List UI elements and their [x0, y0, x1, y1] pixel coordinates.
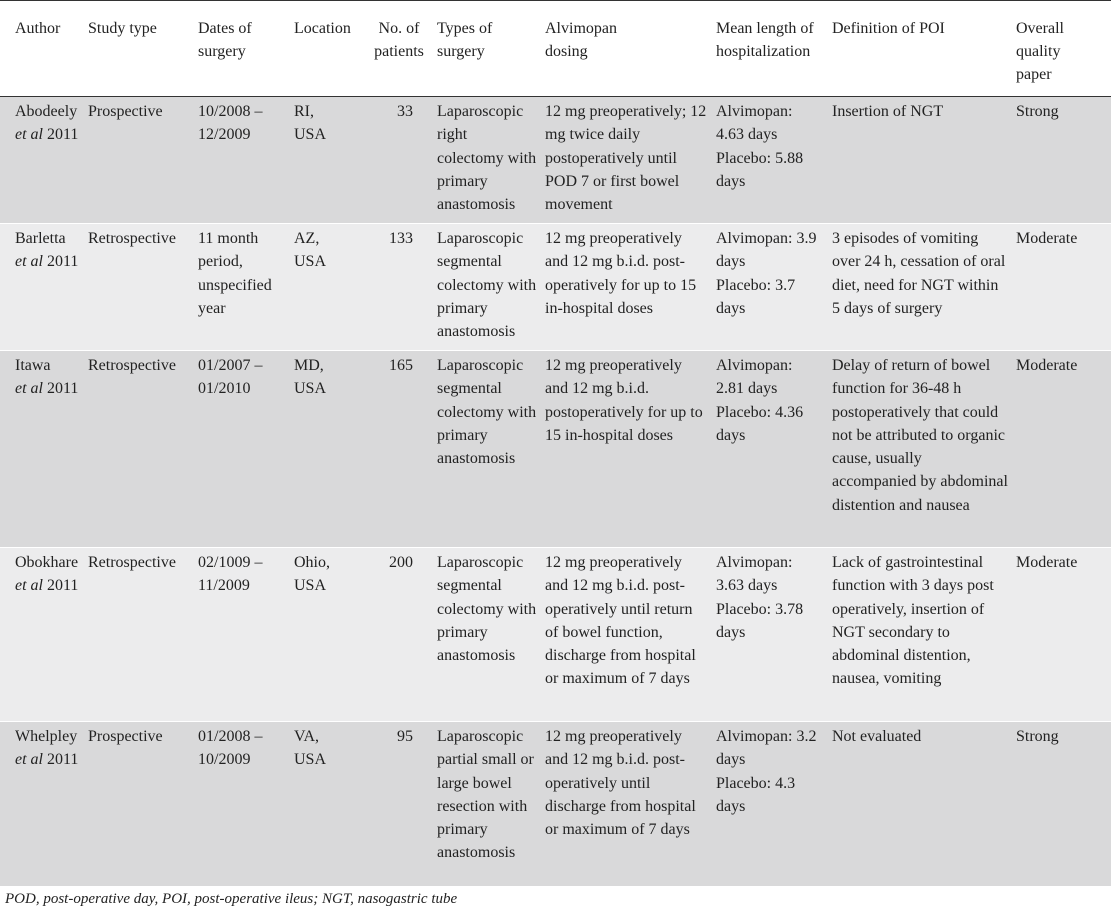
header-dosing: Alvimopan dosing [541, 1, 712, 97]
cell-poi-definition: 3 episodes of vomiting over 24 h, cessation of oral diet, need for NGT within 5 days of surgery [828, 224, 1012, 351]
table-row [0, 224, 1111, 351]
header-author: Author [0, 1, 84, 97]
cell-dates: 02/1009 – 11/2009 [194, 548, 290, 722]
cell-hospitalization: Alvimopan: 3.9 days Placebo: 3.7 days [712, 224, 828, 351]
cell-patients: 200 [365, 548, 433, 722]
cell-study-type: Retrospective [84, 548, 194, 722]
cell-dates: 01/2007 – 01/2010 [194, 351, 290, 548]
cell-patients: 95 [365, 722, 433, 887]
cell-author: Obokhare et al 2011 [0, 548, 84, 722]
table-footnote: POD, post-operative day, POI, post-operative ileus; NGT, nasogastric tube [5, 891, 458, 907]
cell-hospitalization: Alvimopan: 2.81 days Placebo: 4.36 days [712, 351, 828, 548]
header-study-type: Study type [84, 1, 194, 97]
cell-dates: 01/2008 – 10/2009 [194, 722, 290, 887]
table-row [0, 97, 1111, 224]
cell-surgery-types: Laparoscopic segmental colectomy with primary anastomosis [433, 548, 541, 722]
cell-dates: 10/2008 – 12/2009 [194, 97, 290, 224]
cell-location: VA, USA [290, 722, 365, 887]
cell-dosing: 12 mg preoperatively; 12 mg twice daily postoperatively until POD 7 or first bowel movement [541, 97, 712, 224]
header-location: Location [290, 1, 365, 97]
cell-study-type: Retrospective [84, 351, 194, 548]
cell-dosing: 12 mg preoperatively and 12 mg b.i.d. post-operatively until return of bowel function, discharge from hospital or maximum of 7 days [541, 548, 712, 722]
table-row [0, 722, 1111, 887]
cell-quality: Strong [1012, 722, 1111, 887]
cell-author: Barletta et al 2011 [0, 224, 84, 351]
table-row [0, 351, 1111, 548]
cell-hospitalization: Alvimopan: 3.63 days Placebo: 3.78 days [712, 548, 828, 722]
header-surgery-types: Types of surgery [433, 1, 541, 97]
cell-surgery-types: Laparoscopic segmental colectomy with primary anastomosis [433, 224, 541, 351]
cell-quality: Moderate [1012, 548, 1111, 722]
cell-hospitalization: Alvimopan: 4.63 days Placebo: 5.88 days [712, 97, 828, 224]
header-poi-definition: Definition of POI [828, 1, 1012, 97]
cell-location: Ohio, USA [290, 548, 365, 722]
cell-poi-definition: Not evaluated [828, 722, 1012, 887]
cell-poi-definition: Insertion of NGT [828, 97, 1012, 224]
cell-poi-definition: Delay of return of bowel function for 36-48 h postoperatively that could not be attributed to organic cause, usually accompanied by abdominal distention and nausea [828, 351, 1012, 548]
cell-location: AZ, USA [290, 224, 365, 351]
cell-patients: 133 [365, 224, 433, 351]
cell-study-type: Prospective [84, 722, 194, 887]
cell-dosing: 12 mg preoperatively and 12 mg b.i.d. post-operatively until discharge from hospital or maximum of 7 days [541, 722, 712, 887]
header-dates: Dates of surgery [194, 1, 290, 97]
cell-author: Itawa et al 2011 [0, 351, 84, 548]
cell-quality: Moderate [1012, 351, 1111, 548]
cell-quality: Strong [1012, 97, 1111, 224]
cell-surgery-types: Laparoscopic partial small or large bowel resection with primary anastomosis [433, 722, 541, 887]
header-quality: Overall quality paper [1012, 1, 1111, 97]
cell-study-type: Prospective [84, 97, 194, 224]
cell-dates: 11 month period, unspecified year [194, 224, 290, 351]
cell-location: RI, USA [290, 97, 365, 224]
cell-quality: Moderate [1012, 224, 1111, 351]
table-row [0, 548, 1111, 722]
cell-dosing: 12 mg preoperatively and 12 mg b.i.d. post-operatively for up to 15 in-hospital doses [541, 224, 712, 351]
header-row [0, 1, 1111, 97]
header-hospitalization: Mean length of hospitalization [712, 1, 828, 97]
cell-surgery-types: Laparoscopic right colectomy with primary anastomosis [433, 97, 541, 224]
cell-surgery-types: Laparoscopic segmental colectomy with primary anastomosis [433, 351, 541, 548]
cell-poi-definition: Lack of gastrointestinal function with 3 days post operatively, insertion of NGT secondary to abdominal distention, nausea, vomiting [828, 548, 1012, 722]
cell-author: Abodeely et al 2011 [0, 97, 84, 224]
header-patients: No. of patients [365, 1, 433, 97]
cell-author: Whelpley et al 2011 [0, 722, 84, 887]
cell-hospitalization: Alvimopan: 3.2 days Placebo: 4.3 days [712, 722, 828, 887]
cell-location: MD, USA [290, 351, 365, 548]
cell-patients: 33 [365, 97, 433, 224]
cell-dosing: 12 mg preoperatively and 12 mg b.i.d. postoperatively for up to 15 in-hospital doses [541, 351, 712, 548]
cell-patients: 165 [365, 351, 433, 548]
cell-study-type: Retrospective [84, 224, 194, 351]
